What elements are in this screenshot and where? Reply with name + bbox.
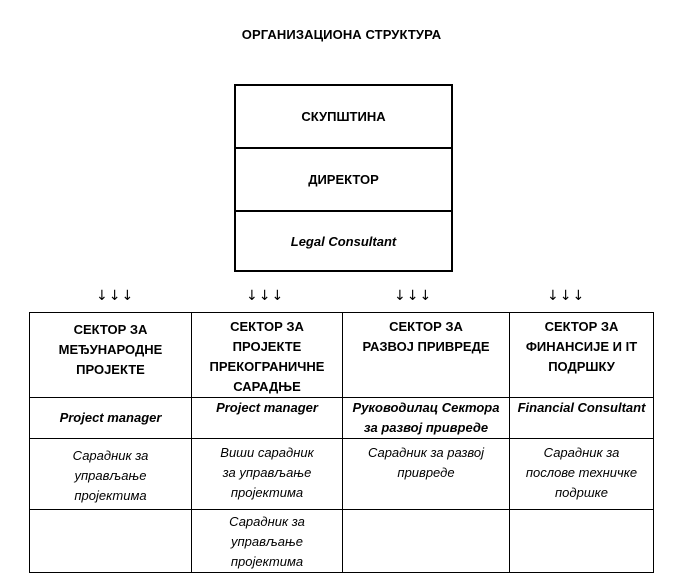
staff-line: пројектима — [74, 488, 147, 503]
sector-header-crossborder — [192, 313, 343, 398]
sector-staff-row — [30, 439, 654, 510]
sector-staff-international — [30, 439, 192, 510]
staff-line: Сарадник за — [72, 448, 149, 463]
sector-header-economy — [343, 313, 510, 398]
sector-lead-economy — [343, 398, 510, 439]
sector-name-line: СЕКТОР ЗА — [73, 322, 148, 337]
sector-name-line: ФИНАНСИЈЕ И IT — [525, 339, 638, 354]
sector-extra-row — [30, 510, 654, 573]
lead-line: Financial Consultant — [517, 400, 646, 415]
staff-line: Сарадник за — [543, 445, 620, 460]
sector-name-line: САРАДЊЕ — [233, 379, 301, 394]
sector-name-line: СЕКТОР ЗА — [389, 319, 463, 334]
down-arrows-3: ↓↓↓ — [394, 288, 433, 304]
down-arrows-1: ↓↓↓ — [96, 288, 135, 304]
lead-line: Руководилац Сектора — [352, 400, 500, 415]
director-cell: ДИРЕКТОР — [236, 147, 451, 210]
staff-line: привреде — [397, 465, 455, 480]
lead-line: Project manager — [216, 400, 318, 415]
sector-header-finance — [510, 313, 654, 398]
staff-line: за управљање — [222, 465, 312, 480]
sector-name-line: РАЗВОЈ ПРИВРЕДЕ — [362, 339, 490, 354]
staff-line: Сарадник за — [229, 514, 305, 529]
sector-extra-finance — [510, 510, 654, 573]
sector-extra-international — [30, 510, 192, 573]
page-title: ОРГАНИЗАЦИОНА СТРУКТУРА — [241, 27, 442, 42]
sector-staff-crossborder — [192, 439, 343, 510]
sector-lead-crossborder — [192, 398, 343, 439]
staff-line: Сарадник за развој — [367, 445, 485, 460]
sector-name-line: СЕКТОР ЗА — [544, 319, 619, 334]
lead-line: за развој привреде — [363, 420, 489, 435]
management-box — [234, 84, 453, 272]
assembly-cell: СКУПШТИНА — [301, 109, 386, 124]
sector-lead-international — [30, 398, 192, 439]
sector-headers-row — [30, 313, 654, 398]
staff-line: Виши сарадник — [220, 445, 314, 460]
sector-staff-economy — [343, 439, 510, 510]
sectors-table — [29, 312, 654, 573]
sector-name-line: МЕЂУНАРОДНЕ — [58, 342, 163, 357]
sector-name-line: ПРЕКОГРАНИЧНЕ — [209, 359, 325, 374]
staff-line: послове техничке — [525, 465, 638, 480]
staff-line: управљање — [231, 534, 303, 549]
sector-header-international — [30, 313, 192, 398]
sector-name-line: ПРОЈЕКТЕ — [76, 362, 145, 377]
sector-name-line: СЕКТОР ЗА ПРОЈЕКТЕ — [230, 319, 304, 354]
staff-line: пројектима — [230, 554, 304, 569]
down-arrows-4: ↓↓↓ — [547, 288, 586, 304]
sector-staff-finance — [510, 439, 654, 510]
down-arrows-2: ↓↓↓ — [246, 288, 285, 304]
lead-line: Project manager — [59, 410, 162, 425]
sector-leads-row — [30, 398, 654, 439]
legal-consultant-cell: Legal Consultant — [236, 210, 451, 270]
staff-line: пројектима — [230, 485, 304, 500]
staff-line: подршке — [555, 485, 608, 500]
sector-lead-finance — [510, 398, 654, 439]
staff-line: управљање — [74, 468, 147, 483]
sector-name-line: ПОДРШКУ — [548, 359, 615, 374]
sector-extra-economy — [343, 510, 510, 573]
sector-extra-crossborder — [192, 510, 343, 573]
